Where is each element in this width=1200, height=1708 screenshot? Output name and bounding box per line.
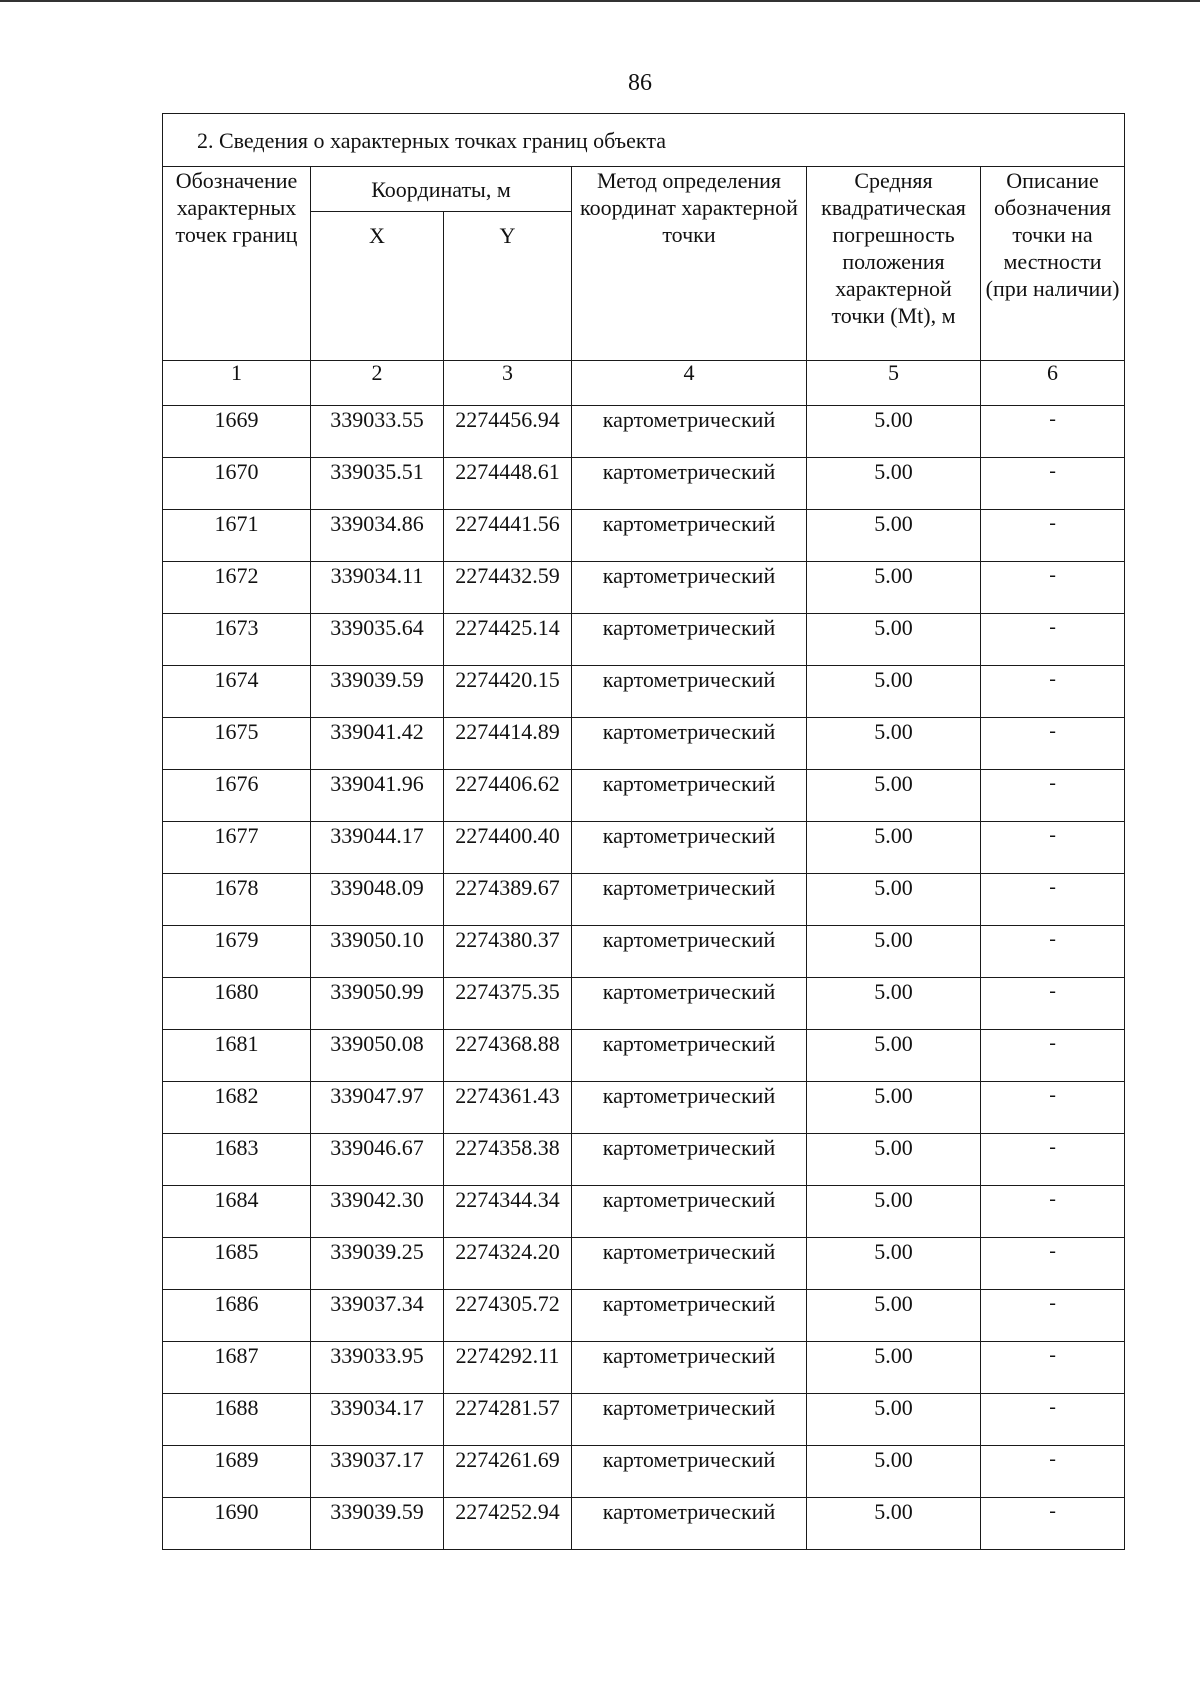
table-row [163, 718, 1125, 770]
method-cell: картометрический [572, 510, 807, 562]
y-coordinate-cell: 2274324.20 [444, 1238, 572, 1290]
method-cell: картометрический [572, 770, 807, 822]
table-row [163, 1134, 1125, 1186]
y-coordinate-cell: 2274305.72 [444, 1290, 572, 1342]
table-row [163, 458, 1125, 510]
mean-error-cell: 5.00 [807, 1082, 981, 1134]
y-coordinate-cell: 2274406.62 [444, 770, 572, 822]
mean-error-cell: 5.00 [807, 874, 981, 926]
description-cell: - [981, 458, 1125, 510]
description-cell: - [981, 614, 1125, 666]
column-number: 3 [444, 361, 572, 406]
table-row [163, 510, 1125, 562]
header-method: Метод определения координат характерной точки [572, 167, 807, 361]
description-cell: - [981, 978, 1125, 1030]
method-cell: картометрический [572, 1186, 807, 1238]
table-row [163, 1290, 1125, 1342]
method-cell: картометрический [572, 614, 807, 666]
mean-error-cell: 5.00 [807, 1446, 981, 1498]
point-cell: 1689 [163, 1446, 311, 1498]
method-cell: картометрический [572, 718, 807, 770]
mean-error-cell: 5.00 [807, 1030, 981, 1082]
point-cell: 1679 [163, 926, 311, 978]
mean-error-cell: 5.00 [807, 406, 981, 458]
y-coordinate-cell: 2274400.40 [444, 822, 572, 874]
table-row [163, 1030, 1125, 1082]
x-coordinate-cell: 339047.97 [311, 1082, 444, 1134]
point-cell: 1677 [163, 822, 311, 874]
mean-error-cell: 5.00 [807, 666, 981, 718]
point-cell: 1673 [163, 614, 311, 666]
point-cell: 1690 [163, 1498, 311, 1550]
description-cell: - [981, 1342, 1125, 1394]
description-cell: - [981, 1238, 1125, 1290]
mean-error-cell: 5.00 [807, 562, 981, 614]
x-coordinate-cell: 339050.10 [311, 926, 444, 978]
x-coordinate-cell: 339048.09 [311, 874, 444, 926]
header-mean-error: Средняя квадратическая погрешность положения характерной точки (Mt), м [807, 167, 981, 361]
x-coordinate-cell: 339041.42 [311, 718, 444, 770]
table-row [163, 1446, 1125, 1498]
x-coordinate-cell: 339037.34 [311, 1290, 444, 1342]
point-cell: 1681 [163, 1030, 311, 1082]
mean-error-cell: 5.00 [807, 1290, 981, 1342]
column-number: 4 [572, 361, 807, 406]
description-cell: - [981, 1134, 1125, 1186]
page-number: 86 [628, 70, 652, 96]
description-cell: - [981, 666, 1125, 718]
description-cell: - [981, 562, 1125, 614]
method-cell: картометрический [572, 1238, 807, 1290]
x-coordinate-cell: 339041.96 [311, 770, 444, 822]
mean-error-cell: 5.00 [807, 1186, 981, 1238]
method-cell: картометрический [572, 1290, 807, 1342]
table-row [163, 1082, 1125, 1134]
method-cell: картометрический [572, 458, 807, 510]
y-coordinate-cell: 2274420.15 [444, 666, 572, 718]
table-row [163, 822, 1125, 874]
point-cell: 1675 [163, 718, 311, 770]
method-cell: картометрический [572, 406, 807, 458]
method-cell: картометрический [572, 1342, 807, 1394]
x-coordinate-cell: 339042.30 [311, 1186, 444, 1238]
table-row [163, 614, 1125, 666]
column-number: 2 [311, 361, 444, 406]
description-cell: - [981, 406, 1125, 458]
x-coordinate-cell: 339033.55 [311, 406, 444, 458]
mean-error-cell: 5.00 [807, 718, 981, 770]
method-cell: картометрический [572, 822, 807, 874]
y-coordinate-cell: 2274358.38 [444, 1134, 572, 1186]
point-cell: 1683 [163, 1134, 311, 1186]
table-row [163, 562, 1125, 614]
y-coordinate-cell: 2274261.69 [444, 1446, 572, 1498]
boundary-points-table [162, 113, 1125, 1550]
method-cell: картометрический [572, 1030, 807, 1082]
point-cell: 1674 [163, 666, 311, 718]
y-coordinate-cell: 2274252.94 [444, 1498, 572, 1550]
mean-error-cell: 5.00 [807, 458, 981, 510]
y-coordinate-cell: 2274389.67 [444, 874, 572, 926]
column-number: 5 [807, 361, 981, 406]
y-coordinate-cell: 2274432.59 [444, 562, 572, 614]
table-row [163, 1186, 1125, 1238]
method-cell: картометрический [572, 1394, 807, 1446]
table-row [163, 978, 1125, 1030]
y-coordinate-cell: 2274448.61 [444, 458, 572, 510]
method-cell: картометрический [572, 666, 807, 718]
method-cell: картометрический [572, 978, 807, 1030]
y-coordinate-cell: 2274375.35 [444, 978, 572, 1030]
header-coordinates: Координаты, м [311, 167, 572, 212]
description-cell: - [981, 1446, 1125, 1498]
table-row [163, 1238, 1125, 1290]
column-number: 1 [163, 361, 311, 406]
x-coordinate-cell: 339050.08 [311, 1030, 444, 1082]
mean-error-cell: 5.00 [807, 614, 981, 666]
table-row [163, 1394, 1125, 1446]
table-row [163, 770, 1125, 822]
mean-error-cell: 5.00 [807, 770, 981, 822]
y-coordinate-cell: 2274281.57 [444, 1394, 572, 1446]
method-cell: картометрический [572, 1082, 807, 1134]
top-rule [0, 0, 1200, 2]
x-coordinate-cell: 339046.67 [311, 1134, 444, 1186]
point-cell: 1688 [163, 1394, 311, 1446]
method-cell: картометрический [572, 562, 807, 614]
x-coordinate-cell: 339039.25 [311, 1238, 444, 1290]
mean-error-cell: 5.00 [807, 1394, 981, 1446]
point-cell: 1671 [163, 510, 311, 562]
method-cell: картометрический [572, 874, 807, 926]
point-cell: 1670 [163, 458, 311, 510]
y-coordinate-cell: 2274368.88 [444, 1030, 572, 1082]
method-cell: картометрический [572, 1134, 807, 1186]
point-cell: 1676 [163, 770, 311, 822]
description-cell: - [981, 1290, 1125, 1342]
y-coordinate-cell: 2274456.94 [444, 406, 572, 458]
x-coordinate-cell: 339039.59 [311, 666, 444, 718]
mean-error-cell: 5.00 [807, 1498, 981, 1550]
point-cell: 1686 [163, 1290, 311, 1342]
table-row [163, 406, 1125, 458]
description-cell: - [981, 770, 1125, 822]
description-cell: - [981, 874, 1125, 926]
description-cell: - [981, 1082, 1125, 1134]
mean-error-cell: 5.00 [807, 822, 981, 874]
point-cell: 1687 [163, 1342, 311, 1394]
y-coordinate-cell: 2274425.14 [444, 614, 572, 666]
x-coordinate-cell: 339035.51 [311, 458, 444, 510]
table-row [163, 1342, 1125, 1394]
y-coordinate-cell: 2274380.37 [444, 926, 572, 978]
x-coordinate-cell: 339033.95 [311, 1342, 444, 1394]
mean-error-cell: 5.00 [807, 510, 981, 562]
column-number: 6 [981, 361, 1125, 406]
y-coordinate-cell: 2274441.56 [444, 510, 572, 562]
mean-error-cell: 5.00 [807, 978, 981, 1030]
point-cell: 1669 [163, 406, 311, 458]
point-cell: 1672 [163, 562, 311, 614]
description-cell: - [981, 926, 1125, 978]
method-cell: картометрический [572, 1446, 807, 1498]
section-title: 2. Сведения о характерных точках границ объекта [163, 114, 1125, 167]
column-numbers-row [163, 361, 1125, 406]
method-cell: картометрический [572, 1498, 807, 1550]
description-cell: - [981, 822, 1125, 874]
description-cell: - [981, 510, 1125, 562]
x-coordinate-cell: 339050.99 [311, 978, 444, 1030]
point-cell: 1684 [163, 1186, 311, 1238]
y-coordinate-cell: 2274344.34 [444, 1186, 572, 1238]
point-cell: 1678 [163, 874, 311, 926]
y-coordinate-cell: 2274361.43 [444, 1082, 572, 1134]
x-coordinate-cell: 339034.11 [311, 562, 444, 614]
table-row [163, 666, 1125, 718]
table-row [163, 926, 1125, 978]
method-cell: картометрический [572, 926, 807, 978]
mean-error-cell: 5.00 [807, 1342, 981, 1394]
mean-error-cell: 5.00 [807, 1134, 981, 1186]
header-row [163, 167, 1125, 212]
x-coordinate-cell: 339034.86 [311, 510, 444, 562]
point-cell: 1682 [163, 1082, 311, 1134]
description-cell: - [981, 1186, 1125, 1238]
header-description: Описание обозначения точки на местности (при наличии) [981, 167, 1125, 361]
header-x: X [311, 212, 444, 361]
y-coordinate-cell: 2274414.89 [444, 718, 572, 770]
table-row [163, 874, 1125, 926]
header-point-designation: Обозначение характерных точек границ [163, 167, 311, 361]
description-cell: - [981, 718, 1125, 770]
point-cell: 1680 [163, 978, 311, 1030]
section-title-row [163, 114, 1125, 167]
header-y: Y [444, 212, 572, 361]
description-cell: - [981, 1394, 1125, 1446]
y-coordinate-cell: 2274292.11 [444, 1342, 572, 1394]
x-coordinate-cell: 339035.64 [311, 614, 444, 666]
x-coordinate-cell: 339037.17 [311, 1446, 444, 1498]
mean-error-cell: 5.00 [807, 926, 981, 978]
x-coordinate-cell: 339034.17 [311, 1394, 444, 1446]
point-cell: 1685 [163, 1238, 311, 1290]
description-cell: - [981, 1498, 1125, 1550]
x-coordinate-cell: 339039.59 [311, 1498, 444, 1550]
description-cell: - [981, 1030, 1125, 1082]
mean-error-cell: 5.00 [807, 1238, 981, 1290]
table-row [163, 1498, 1125, 1550]
x-coordinate-cell: 339044.17 [311, 822, 444, 874]
